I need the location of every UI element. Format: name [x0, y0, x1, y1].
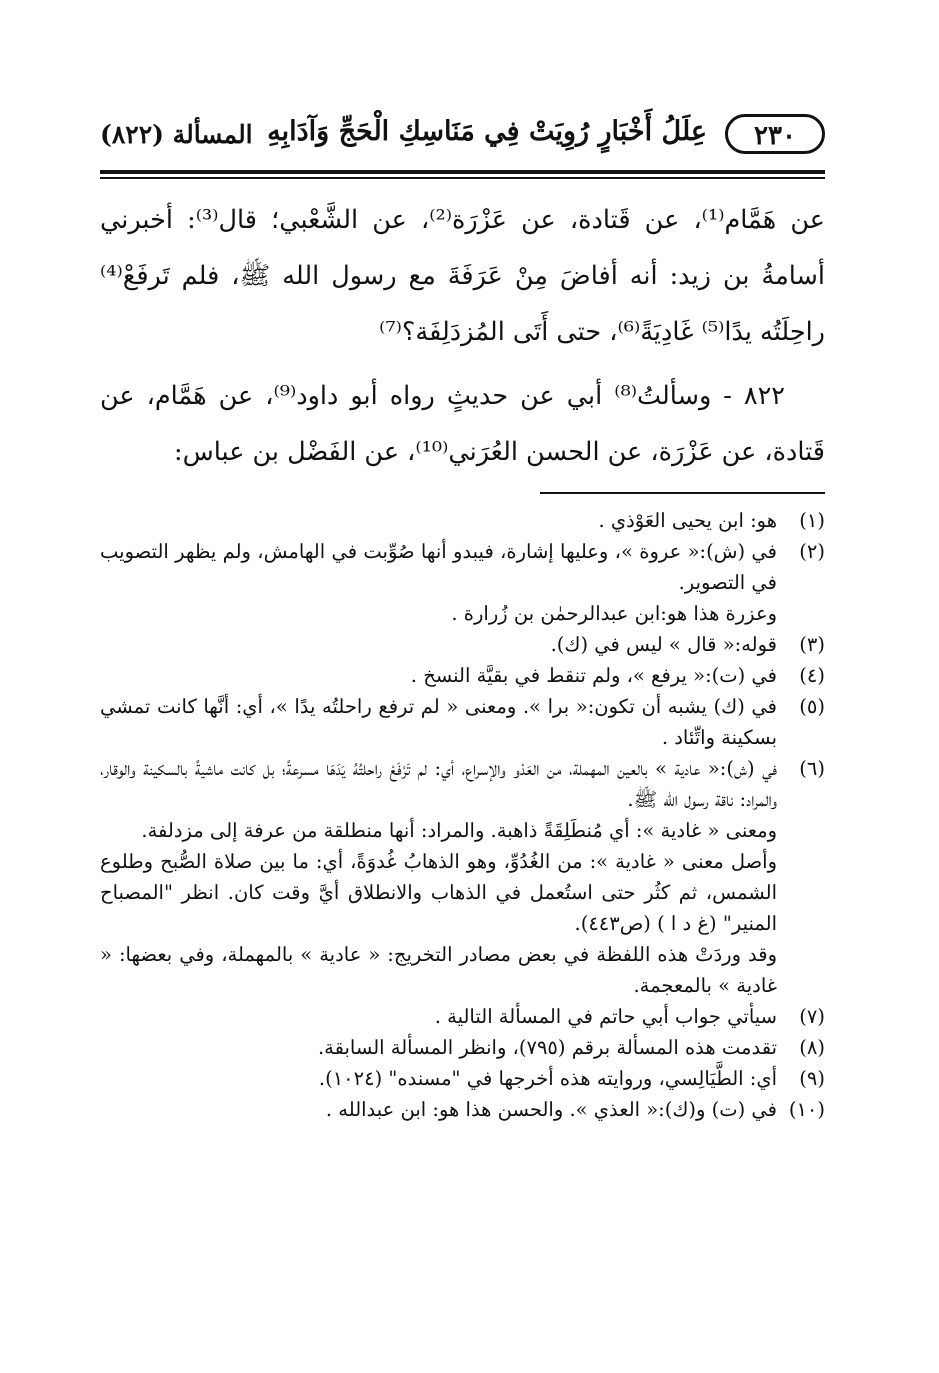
footnote-5	[100, 691, 825, 753]
footnote-number: (٤)	[799, 664, 825, 687]
footnote-number: (٦)	[799, 757, 825, 780]
header-rule-thick	[100, 170, 825, 174]
footnote-3	[100, 629, 825, 660]
page-header	[100, 108, 825, 163]
footnote-text: أي: الطَّيَالِسي، وروايته هذه أخرجها في "مسنده" (١٠٢٤).	[318, 1067, 777, 1090]
footnote-text: هو: ابن يحيى العَوْذي .	[598, 509, 777, 532]
footnote-1	[100, 505, 825, 536]
footnote-6-continuation: وقد وردَتْ هذه اللفظة في بعض مصادر التخريج: « عادية » بالمهملة، وفي بعضها: « غادية » بالمعجمة.	[100, 943, 777, 997]
footnote-text: في (ش):« عروة »، وعليها إشارة، فيبدو أنها صُوِّبت في الهامش، ولم يظهر التصويب في التصوير.	[100, 540, 777, 594]
footnote-7	[100, 1001, 825, 1032]
footnote-9	[100, 1063, 825, 1094]
page-number: ٢٣٠	[725, 114, 825, 154]
main-text	[100, 192, 825, 480]
footnote-4	[100, 660, 825, 691]
footnote-6-continuation: وأصل معنى « غادية »: من الغُدُوِّ، وهو الذهابُ غُدوَةً، أي: ما بين صلاة الصُّبح وطلوع الشمس، ثم كثُر حتى استُعمل في الذهاب والانطلاق أيَّ وقت كان. انظر "المصباح المنير" (غ د ا ) (ص٤٤٣).	[100, 850, 777, 935]
footnote-2	[100, 536, 825, 598]
footnotes	[100, 505, 825, 1125]
footnote-6	[100, 753, 825, 815]
book-title: عِلَلُ أَخْبَارٍ رُوِيَتْ فِي مَنَاسِكِ الْحَجِّ وَآدَابِهِ	[267, 116, 707, 147]
footnote-2-continuation: وعزرة هذا هو:ابن عبدالرحمٰن بن زُرارة .	[451, 602, 777, 625]
footnote-text: في (ش):« عادية » بالعين المهملة، من العَدْو والإسراع، أي: لم تَرْفَعْ راحلتُهُ يَدَهَا مسرعةً؛ بل كانت ماشيةً بالسكينة والوقار، والمراد: ناقة رسول الله ﷺ.	[100, 757, 777, 811]
footnote-text: سيأتي جواب أبي حاتم في المسألة التالية .	[434, 1005, 777, 1028]
paragraph-1: عن هَمَّام⁽¹⁾، عن قَتادة، عن عَزْرَة⁽²⁾، عن الشَّعْبي؛ قال⁽³⁾: أخبرني أسامةُ بن زيد: أنه أفاضَ مِنْ عَرَفَةَ مع رسول الله ﷺ، فلم تَرفَعْ⁽⁴⁾ راحِلَتُه يدًا⁽⁵⁾ غَادِيَةً⁽⁶⁾، حتى أَتَى المُزدَلِفَة؟⁽⁷⁾	[100, 205, 825, 347]
footnote-number: (١)	[799, 509, 825, 532]
footnote-6-continuation: ومعنى « غادية »: أي مُنطَلِقَةً ذاهبة. والمراد: أنها منطلقة من عرفة إلى مزدلفة.	[141, 819, 777, 842]
footnote-text: في (ت):« يرفع »، ولم تنقط في بقيَّة النسخ .	[410, 664, 777, 687]
footnote-number: (٥)	[799, 695, 825, 718]
footnote-separator	[540, 492, 825, 494]
footnote-text: تقدمت هذه المسألة برقم (٧٩٥)، وانظر المسألة السابقة.	[317, 1036, 777, 1059]
footnote-number: (٢)	[799, 540, 825, 563]
footnote-number: (٧)	[799, 1005, 825, 1028]
footnote-number: (٩)	[799, 1067, 825, 1090]
footnote-number: (٨)	[799, 1036, 825, 1059]
footnote-text: قوله:« قال » ليس في (ك).	[550, 633, 777, 656]
footnote-text: في (ت) و(ك):« العذي ». والحسن هذا هو: ابن عبدالله .	[325, 1098, 777, 1121]
footnote-number: (٣)	[799, 633, 825, 656]
paragraph-2: ٨٢٢ - وسألتُ⁽⁸⁾ أبي عن حديثٍ رواه أبو داود⁽⁹⁾، عن هَمَّام، عن قَتادة، عن عَزْرَة، عن الحسن العُرَني⁽¹⁰⁾، عن الفَضْل بن عباس:	[100, 381, 825, 467]
footnote-number: (١٠)	[788, 1098, 825, 1121]
issue-label: المسألة (٨٢٢)	[100, 120, 253, 149]
header-rule-thin	[100, 177, 825, 179]
footnote-text: في (ك) يشبه أن تكون:« برا ». ومعنى « لم ترفع راحلتُه يدًا »، أي: أنَّها كانت تمشي بسكينة واتِّئاد .	[100, 695, 777, 749]
footnote-8	[100, 1032, 825, 1063]
footnote-10	[100, 1094, 825, 1125]
